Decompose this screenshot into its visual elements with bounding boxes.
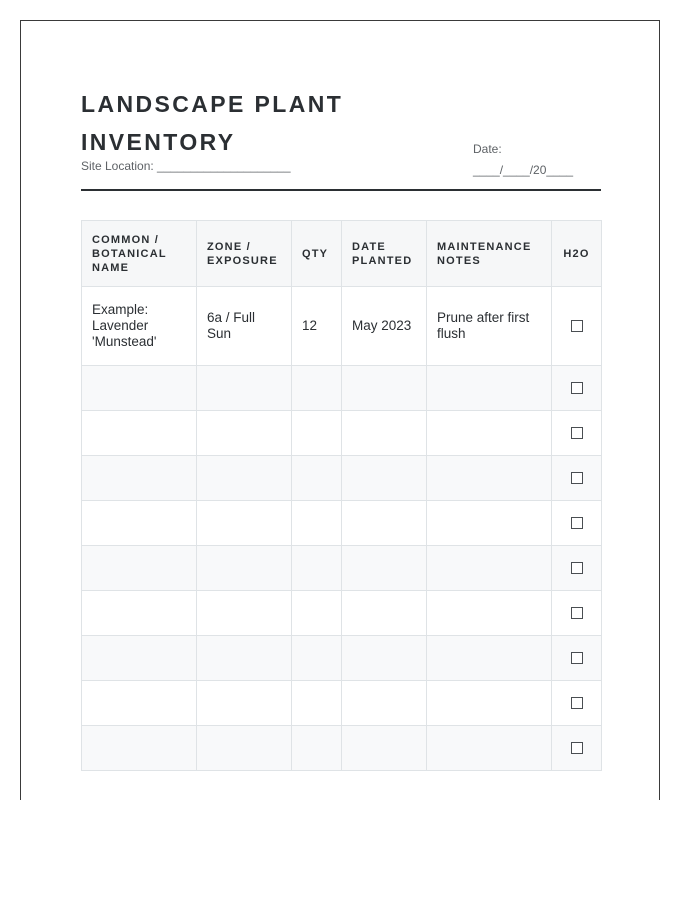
checkbox-icon[interactable] <box>571 472 583 484</box>
zone-cell[interactable] <box>197 411 292 456</box>
h2o-cell[interactable] <box>552 636 602 681</box>
header-qty: QTY <box>292 221 342 287</box>
qty-cell[interactable] <box>292 636 342 681</box>
date-cell[interactable] <box>342 636 427 681</box>
date-cell[interactable] <box>342 591 427 636</box>
table-row <box>82 456 602 501</box>
checkbox-icon[interactable] <box>571 382 583 394</box>
zone-cell[interactable] <box>197 591 292 636</box>
qty-cell[interactable] <box>292 726 342 771</box>
h2o-cell[interactable] <box>552 591 602 636</box>
table-row <box>82 681 602 726</box>
notes-cell[interactable] <box>427 501 552 546</box>
document-title: LANDSCAPE PLANT INVENTORY <box>81 91 344 155</box>
qty-cell[interactable] <box>292 591 342 636</box>
h2o-cell[interactable] <box>552 726 602 771</box>
table-row <box>82 411 602 456</box>
date-cell[interactable] <box>342 366 427 411</box>
checkbox-icon[interactable] <box>571 517 583 529</box>
example-date-cell[interactable]: May 2023 <box>342 287 427 366</box>
notes-cell[interactable] <box>427 591 552 636</box>
date-cell[interactable] <box>342 681 427 726</box>
document-header <box>81 81 601 191</box>
name-cell[interactable] <box>82 456 197 501</box>
inventory-table-wrapper <box>81 220 601 771</box>
name-cell[interactable] <box>82 681 197 726</box>
zone-cell[interactable] <box>197 456 292 501</box>
qty-cell[interactable] <box>292 681 342 726</box>
date-field[interactable] <box>473 139 573 181</box>
date-cell[interactable] <box>342 411 427 456</box>
qty-cell[interactable] <box>292 411 342 456</box>
zone-cell[interactable] <box>197 546 292 591</box>
notes-cell[interactable] <box>427 681 552 726</box>
checkbox-icon[interactable] <box>571 697 583 709</box>
example-notes-cell[interactable]: Prune after first flush <box>427 287 552 366</box>
qty-cell[interactable] <box>292 366 342 411</box>
checkbox-icon[interactable] <box>571 562 583 574</box>
name-cell[interactable] <box>82 726 197 771</box>
zone-cell[interactable] <box>197 726 292 771</box>
checkbox-icon[interactable] <box>571 652 583 664</box>
name-cell[interactable] <box>82 501 197 546</box>
example-qty-cell[interactable]: 12 <box>292 287 342 366</box>
date-label: Date: <box>473 142 502 156</box>
table-row <box>82 591 602 636</box>
date-cell[interactable] <box>342 501 427 546</box>
table-row <box>82 501 602 546</box>
date-cell[interactable] <box>342 546 427 591</box>
qty-cell[interactable] <box>292 456 342 501</box>
header-name: COMMON / BOTANICAL NAME <box>82 221 197 287</box>
example-name-cell[interactable]: Example: Lavender 'Munstead' <box>82 287 197 366</box>
notes-cell[interactable] <box>427 546 552 591</box>
table-row <box>82 366 602 411</box>
header-zone: ZONE / EXPOSURE <box>197 221 292 287</box>
document-page <box>20 20 660 800</box>
name-cell[interactable] <box>82 546 197 591</box>
inventory-table <box>81 220 602 771</box>
zone-cell[interactable] <box>197 681 292 726</box>
notes-cell[interactable] <box>427 636 552 681</box>
header-maintenance-notes: MAINTENANCE NOTES <box>427 221 552 287</box>
zone-cell[interactable] <box>197 366 292 411</box>
qty-cell[interactable] <box>292 546 342 591</box>
notes-cell[interactable] <box>427 726 552 771</box>
notes-cell[interactable] <box>427 366 552 411</box>
notes-cell[interactable] <box>427 456 552 501</box>
table-row <box>82 726 602 771</box>
name-cell[interactable] <box>82 411 197 456</box>
h2o-cell[interactable] <box>552 546 602 591</box>
zone-cell[interactable] <box>197 636 292 681</box>
checkbox-icon[interactable] <box>571 320 583 332</box>
h2o-cell[interactable] <box>552 456 602 501</box>
example-row <box>82 287 602 366</box>
h2o-cell[interactable] <box>552 501 602 546</box>
zone-cell[interactable] <box>197 501 292 546</box>
h2o-cell[interactable] <box>552 366 602 411</box>
checkbox-icon[interactable] <box>571 607 583 619</box>
name-cell[interactable] <box>82 366 197 411</box>
h2o-cell[interactable] <box>552 411 602 456</box>
table-row <box>82 636 602 681</box>
site-location-field[interactable]: Site Location: ____________________ <box>81 159 291 173</box>
qty-cell[interactable] <box>292 501 342 546</box>
date-cell[interactable] <box>342 456 427 501</box>
checkbox-icon[interactable] <box>571 427 583 439</box>
h2o-cell[interactable] <box>552 681 602 726</box>
checkbox-icon[interactable] <box>571 742 583 754</box>
header-h2o: H2O <box>552 221 602 287</box>
name-cell[interactable] <box>82 636 197 681</box>
table-header-row <box>82 221 602 287</box>
notes-cell[interactable] <box>427 411 552 456</box>
date-cell[interactable] <box>342 726 427 771</box>
example-zone-cell[interactable]: 6a / Full Sun <box>197 287 292 366</box>
date-blank[interactable]: ____/____/20____ <box>473 163 574 177</box>
name-cell[interactable] <box>82 591 197 636</box>
table-row <box>82 546 602 591</box>
header-date-planted: DATE PLANTED <box>342 221 427 287</box>
example-h2o-cell[interactable] <box>552 287 602 366</box>
